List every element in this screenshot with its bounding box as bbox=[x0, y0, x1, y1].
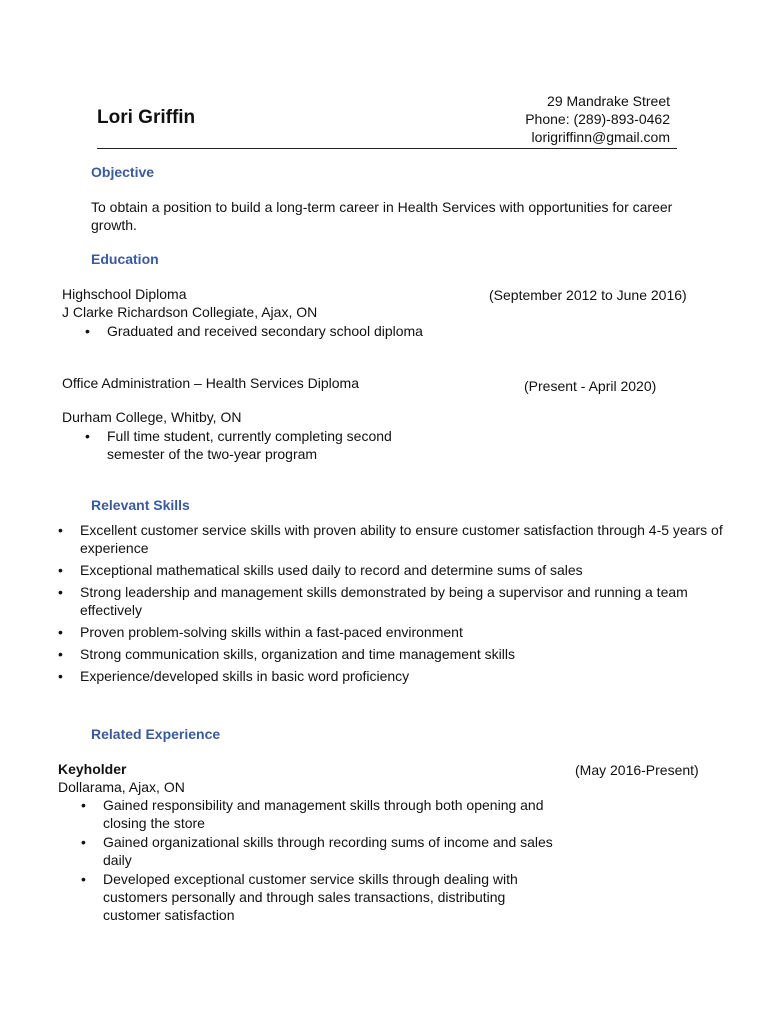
bullet-icon: • bbox=[58, 668, 63, 684]
list-item: • Exceptional mathematical skills used daily to record and determine sums of sales bbox=[58, 562, 583, 578]
bullet-icon: • bbox=[58, 522, 63, 538]
list-item: • Gained responsibility and management skills through both opening and closing the store bbox=[81, 797, 544, 831]
bullet-icon: • bbox=[58, 646, 63, 662]
education-heading: Education bbox=[91, 251, 159, 267]
job-bullets bbox=[81, 796, 553, 925]
education-degree-2: Office Administration – Health Services Diploma bbox=[62, 375, 359, 391]
contact-phone: Phone: (289)-893-0462 bbox=[525, 111, 670, 127]
bullet-icon: • bbox=[85, 428, 90, 444]
bullet-icon: • bbox=[58, 624, 63, 640]
education-school-1: J Clarke Richardson Collegiate, Ajax, ON bbox=[62, 304, 318, 320]
job-position: Keyholder bbox=[58, 761, 127, 777]
bullet-icon: • bbox=[81, 871, 86, 887]
list-item: • Developed exceptional customer service skills through dealing with customers personally and through sales transactions, distributing customer satisfaction bbox=[81, 871, 518, 923]
job-dates: (May 2016-Present) bbox=[575, 762, 699, 778]
education-school-2: Durham College, Whitby, ON bbox=[62, 409, 242, 425]
education-bullets-2 bbox=[85, 427, 427, 463]
job-employer: Dollarama, Ajax, ON bbox=[58, 779, 185, 795]
objective-heading: Objective bbox=[91, 164, 155, 180]
skills-list bbox=[58, 521, 730, 689]
bullet-icon: • bbox=[85, 323, 90, 339]
education-dates-2: (Present - April 2020) bbox=[524, 378, 657, 394]
education-bullets-1 bbox=[85, 322, 527, 340]
bullet-icon: • bbox=[81, 834, 86, 850]
experience-heading: Related Experience bbox=[91, 726, 221, 742]
list-item: • Graduated and received secondary school diploma bbox=[85, 323, 423, 339]
bullet-icon: • bbox=[58, 562, 63, 578]
list-item: • Strong communication skills, organization and time management skills bbox=[58, 646, 515, 662]
education-degree-1: Highschool Diploma bbox=[62, 286, 187, 302]
bullet-icon: • bbox=[58, 584, 63, 600]
list-item: • Excellent customer service skills with proven ability to ensure customer satisfaction through 4-5 years of experience bbox=[58, 522, 723, 556]
header-divider bbox=[97, 148, 677, 149]
list-item: • Experience/developed skills in basic word proficiency bbox=[58, 668, 410, 684]
education-dates-1: (September 2012 to June 2016) bbox=[489, 287, 687, 303]
objective-text: To obtain a position to build a long-term career in Health Services with opportunities for career growth. bbox=[91, 199, 673, 233]
list-item: • Proven problem-solving skills within a fast-paced environment bbox=[58, 624, 463, 640]
bullet-icon: • bbox=[81, 797, 86, 813]
list-item: • Gained organizational skills through recording sums of income and sales daily bbox=[81, 834, 553, 868]
skills-heading: Relevant Skills bbox=[91, 497, 190, 513]
resume-name: Lori Griffin bbox=[97, 107, 196, 128]
contact-address: 29 Mandrake Street bbox=[547, 93, 670, 109]
list-item: • Strong leadership and management skills demonstrated by being a supervisor and running a team effectively bbox=[58, 584, 688, 618]
contact-block bbox=[525, 92, 670, 146]
list-item: • Full time student, currently completing second semester of the two-year program bbox=[85, 428, 392, 462]
contact-email: lorigriffinn@gmail.com bbox=[531, 129, 670, 145]
